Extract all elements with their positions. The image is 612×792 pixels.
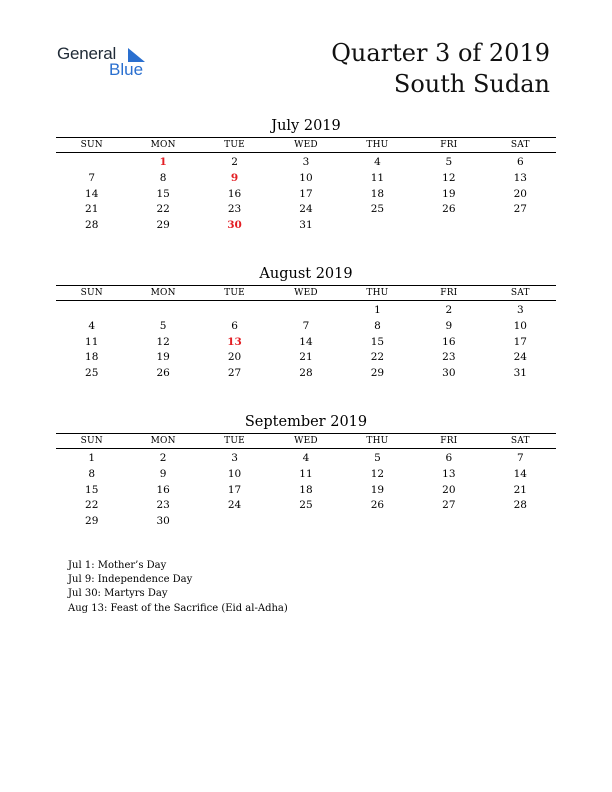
day-cell: 25 (370, 203, 385, 216)
weekday-label: MON (150, 140, 176, 150)
day-cell: 10 (299, 171, 313, 184)
day-cell: 24 (513, 351, 527, 364)
day-cell: 5 (374, 452, 381, 464)
day-cell: 16 (156, 483, 170, 496)
weekday-label: WED (294, 436, 318, 446)
day-cell: 16 (227, 187, 242, 200)
day-cell: 29 (156, 219, 170, 232)
day-cell: 20 (513, 187, 527, 200)
weekday-label: SAT (510, 288, 530, 298)
day-cell: 8 (374, 319, 381, 332)
day-cell: 15 (370, 335, 385, 348)
day-cell: 9 (445, 319, 453, 332)
empty-day-cell (199, 303, 270, 319)
day-cell: 22 (370, 351, 385, 364)
day-cell: 7 (516, 452, 524, 464)
day-cell: 26 (442, 203, 456, 216)
weekday-label: FRI (440, 140, 458, 150)
day-cell: 2 (231, 156, 238, 168)
day-cell: 1 (88, 452, 96, 464)
day-cell: 2 (445, 304, 453, 316)
day-cell: 25 (299, 499, 313, 512)
weekday-divider (56, 448, 556, 449)
month-calendar-july (56, 117, 556, 234)
day-cell: 5 (159, 319, 167, 332)
day-cell: 19 (442, 187, 456, 200)
day-cell: 9 (159, 467, 167, 480)
holiday-note: Aug 13: Feast of the Sacrifice (Eid al-Adha) (68, 602, 288, 614)
month-title: September 2019 (244, 414, 368, 430)
day-cell: 15 (85, 483, 99, 496)
day-cell: 20 (227, 351, 242, 364)
holiday-note: Jul 1: Mother’s Day (68, 560, 167, 571)
day-cell: 5 (445, 156, 453, 168)
day-cell: 4 (302, 452, 310, 464)
day-cell: 11 (299, 467, 313, 480)
empty-day-cell (342, 218, 413, 234)
weekday-header (56, 434, 556, 448)
day-cell: 14 (299, 335, 313, 348)
day-cell: 12 (442, 171, 456, 184)
day-cell: 18 (85, 351, 99, 364)
day-cell: 21 (299, 351, 313, 364)
day-grid (56, 451, 556, 530)
weekday-label: SUN (80, 288, 103, 298)
day-cell: 29 (85, 515, 99, 528)
page-title (331, 38, 550, 100)
day-cell: 23 (156, 499, 170, 512)
day-cell: 2 (159, 452, 167, 464)
weekday-divider (56, 152, 556, 153)
empty-day-cell (485, 218, 556, 234)
weekday-label: SAT (510, 140, 530, 150)
weekday-header (56, 286, 556, 300)
day-cell: 11 (85, 335, 99, 348)
generalblue-logo (57, 44, 157, 80)
empty-day-cell (270, 303, 341, 319)
empty-day-cell (270, 514, 341, 530)
day-cell: 19 (156, 351, 170, 364)
empty-day-cell (413, 514, 484, 530)
day-cell: 1 (374, 304, 381, 316)
weekday-label: WED (294, 288, 318, 298)
empty-day-cell (127, 303, 198, 319)
day-cell: 30 (156, 515, 170, 528)
day-cell: 17 (513, 335, 527, 348)
day-cell: 14 (513, 467, 527, 480)
day-cell: 14 (85, 187, 99, 200)
day-cell: 4 (374, 156, 381, 168)
day-cell: 27 (227, 367, 242, 380)
holiday-day-cell: 1 (159, 156, 167, 168)
logo-text-general: General (57, 44, 117, 63)
day-cell: 10 (227, 467, 242, 480)
empty-day-cell (413, 218, 484, 234)
day-cell: 22 (156, 203, 170, 216)
day-cell: 3 (231, 452, 238, 464)
day-cell: 26 (370, 499, 385, 512)
day-cell: 28 (299, 367, 313, 380)
country-title: South Sudan (393, 70, 550, 98)
day-cell: 20 (442, 483, 456, 496)
day-cell: 6 (516, 156, 524, 168)
holiday-note: Jul 9: Independence Day (68, 574, 193, 586)
weekday-label: MON (150, 288, 176, 298)
day-cell: 28 (85, 219, 99, 232)
month-calendar-september (56, 413, 556, 530)
day-cell: 16 (442, 335, 456, 348)
day-cell: 11 (370, 171, 385, 184)
empty-day-cell (485, 514, 556, 530)
weekday-label: THU (366, 140, 389, 150)
holiday-note: Jul 30: Martyrs Day (68, 588, 168, 600)
day-cell: 24 (227, 499, 242, 512)
day-cell: 18 (370, 187, 385, 200)
day-cell: 29 (370, 367, 385, 380)
day-cell: 3 (516, 304, 524, 316)
day-cell: 3 (302, 156, 310, 168)
day-grid (56, 155, 556, 234)
weekday-label: MON (150, 436, 176, 446)
month-calendar-august (56, 265, 556, 382)
empty-day-cell (56, 155, 127, 171)
day-cell: 6 (231, 319, 238, 332)
day-cell: 12 (370, 467, 385, 480)
holiday-notes (68, 559, 288, 616)
weekday-label: THU (366, 436, 389, 446)
day-cell: 18 (299, 483, 313, 496)
weekday-label: FRI (440, 436, 458, 446)
weekday-label: WED (294, 140, 318, 150)
day-cell: 27 (442, 499, 456, 512)
day-cell: 23 (442, 351, 456, 364)
day-cell: 22 (85, 499, 99, 512)
empty-day-cell (342, 514, 413, 530)
day-cell: 4 (88, 319, 96, 332)
day-cell: 23 (227, 203, 242, 216)
holiday-day-cell: 9 (230, 171, 239, 184)
weekday-label: SAT (510, 436, 530, 446)
day-grid (56, 303, 556, 382)
day-cell: 10 (513, 319, 527, 332)
day-cell: 17 (299, 187, 313, 200)
empty-day-cell (199, 514, 270, 530)
day-cell: 31 (299, 219, 313, 232)
day-cell: 15 (156, 187, 170, 200)
holiday-day-cell: 13 (227, 335, 242, 348)
logo-text-blue: Blue (109, 60, 144, 79)
day-cell: 25 (85, 367, 99, 380)
day-cell: 28 (513, 499, 527, 512)
day-cell: 13 (513, 171, 527, 184)
day-cell: 12 (156, 335, 170, 348)
day-cell: 6 (445, 452, 453, 464)
day-cell: 30 (442, 367, 456, 380)
weekday-label: TUE (224, 288, 245, 298)
day-cell: 8 (159, 171, 167, 184)
day-cell: 27 (513, 203, 527, 216)
day-cell: 21 (513, 483, 527, 496)
holiday-day-cell: 30 (227, 219, 242, 232)
weekday-label: SUN (80, 436, 103, 446)
day-cell: 8 (88, 467, 96, 480)
weekday-label: TUE (224, 140, 245, 150)
day-cell: 13 (442, 467, 456, 480)
empty-day-cell (56, 303, 127, 319)
day-cell: 21 (85, 203, 99, 216)
day-cell: 31 (513, 367, 527, 380)
day-cell: 7 (88, 171, 96, 184)
quarter-title: Quarter 3 of 2019 (331, 39, 550, 67)
weekday-header (56, 138, 556, 152)
day-cell: 26 (156, 367, 170, 380)
day-cell: 17 (227, 483, 242, 496)
weekday-label: TUE (224, 436, 245, 446)
weekday-label: THU (366, 288, 389, 298)
day-cell: 7 (302, 319, 310, 332)
month-title: July 2019 (271, 118, 341, 134)
day-cell: 24 (299, 203, 313, 216)
month-title: August 2019 (259, 266, 353, 282)
weekday-divider (56, 300, 556, 301)
day-cell: 19 (370, 483, 385, 496)
weekday-label: SUN (80, 140, 103, 150)
weekday-label: FRI (440, 288, 458, 298)
